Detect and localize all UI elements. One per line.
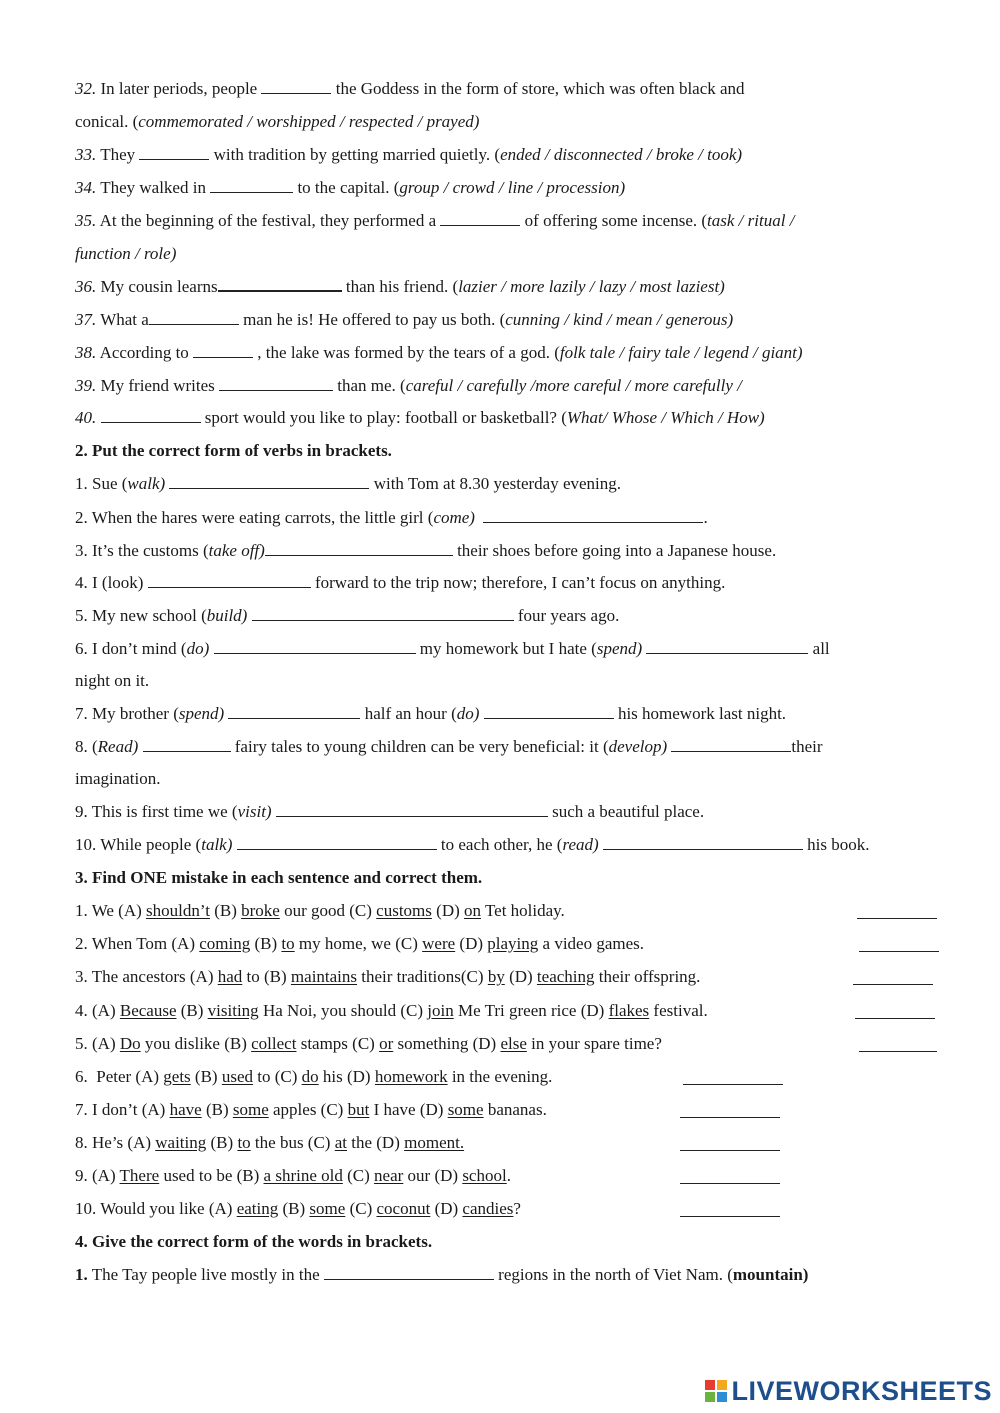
sentence-text: Ha Noi, you should (C) [258,1001,428,1020]
logo-text: LIVEWORKSHEETS [731,1375,992,1406]
verb-item-1: 1. Sue (walk) with Tom at 8.30 yesterday evening. [75,474,622,493]
sentence-text: Tet holiday. [481,901,565,920]
answer-blank[interactable] [324,1264,494,1280]
logo-block-4 [717,1392,727,1402]
answer-blank[interactable] [218,275,342,292]
verb-item-8: 8. (Read) fairy tales to young children can be very beneficial: it (develop) their [75,737,823,756]
underlined-option: coconut [376,1199,431,1218]
verb-item-3: 3. It’s the customs (take off) their shoes before going into a Japanese house. [75,541,777,560]
underlined-option: by [487,967,505,986]
answer-blank[interactable] [857,903,937,919]
question-35: 35. At the beginning of the festival, they performed a of offering some incense. (task / ritual / [75,211,795,230]
answer-blank[interactable] [252,605,514,621]
answer-blank[interactable] [101,407,201,423]
answer-blank[interactable] [214,638,416,654]
sentence-text: (D) [431,901,465,920]
sentence-text: stamps (C) [296,1034,380,1053]
verb-item-8-continued: imagination. [75,769,161,788]
underlined-option: have [169,1100,202,1119]
sentence-text: 2. When Tom (A) [75,934,200,953]
mistake-item-6 [75,1066,980,1088]
underlined-option: or [379,1034,394,1053]
sentence-text: (B) [190,1067,222,1086]
underlined-option: customs [376,901,432,920]
underlined-option: candies [462,1199,514,1218]
sentence-text: 9. (A) [75,1166,120,1185]
sentence-text: used to be (B) [159,1166,264,1185]
question-40: 40. sport would you like to play: football or basketball? (What/ Whose / Which / How) [75,408,765,427]
answer-blank[interactable] [855,1003,935,1019]
sentence-text: 7. I don’t (A) [75,1100,170,1119]
answer-blank[interactable] [169,473,369,489]
sentence-text: ? [513,1199,521,1218]
sentence-text: (B) [209,901,242,920]
underlined-option: on [464,901,482,920]
sentence-text: in your spare time? [526,1034,662,1053]
answer-blank[interactable] [671,736,791,752]
underlined-option: eating [236,1199,279,1218]
verb-item-10: 10. While people (talk) to each other, he (read) his book. [75,835,870,854]
underlined-option: Do [119,1034,141,1053]
sentence-text: 1. We (A) [75,901,147,920]
mistake-item-4 [75,1000,980,1022]
section-3-heading: 3. Find ONE mistake in each sentence and correct them. [75,868,483,887]
answer-blank[interactable] [853,969,933,985]
underlined-option: to [237,1133,251,1152]
question-32-continued: conical. (commemorated / worshipped / respected / prayed) [75,112,480,131]
underlined-option: playing [487,934,539,953]
underlined-option: Because [119,1001,177,1020]
sentence-text: to (C) [253,1067,302,1086]
answer-blank[interactable] [440,210,520,226]
sentence-text: (B) [201,1100,233,1119]
logo-block-3 [705,1392,715,1402]
answer-blank[interactable] [603,834,803,850]
sentence-text: in the evening. [447,1067,553,1086]
sentence-text: my home, we (C) [294,934,423,953]
underlined-option: coming [199,934,251,953]
answer-blank[interactable] [139,144,209,160]
sentence-text: his (D) [318,1067,375,1086]
sentence-text: I have (D) [369,1100,448,1119]
sentence-text: something (D) [393,1034,501,1053]
underlined-option: maintains [290,967,358,986]
answer-blank[interactable] [219,375,333,391]
sentence-text: apples (C) [268,1100,348,1119]
verb-item-5: 5. My new school (build) four years ago. [75,606,620,625]
sentence-text: . [506,1166,511,1185]
mistake-item-7 [75,1099,980,1121]
underlined-option: but [347,1100,370,1119]
underlined-option: used [221,1067,254,1086]
sentence-text: to (B) [242,967,291,986]
underlined-option: some [309,1199,346,1218]
underlined-option: school [462,1166,507,1185]
underlined-option: teaching [536,967,595,986]
verb-item-9: 9. This is first time we (visit) such a beautiful place. [75,802,705,821]
underlined-option: near [374,1166,404,1185]
underlined-option: flakes [608,1001,650,1020]
underlined-option: collect [251,1034,297,1053]
answer-blank[interactable] [276,801,548,817]
question-37: 37. What a man he is! He offered to pay us both. (cunning / kind / mean / generous) [75,310,734,329]
liveworksheets-logo-icon [705,1378,727,1404]
sentence-text: (B) [206,1133,238,1152]
sentence-text: you dislike (B) [140,1034,252,1053]
question-32: 32. In later periods, people the Goddess in the form of store, which was often black and [75,79,745,98]
mistake-item-9 [75,1165,980,1187]
verb-item-6: 6. I don’t mind (do) my homework but I hate (spend) all [75,639,830,658]
sentence-text: 3. The ancestors (A) [75,967,218,986]
sentence-text: (D) [430,1199,463,1218]
underlined-option: join [427,1001,454,1020]
answer-blank[interactable] [261,78,331,94]
logo-block-2 [717,1380,727,1390]
underlined-option: some [447,1100,484,1119]
verb-item-2: 2. When the hares were eating carrots, the little girl (come) . [75,508,708,527]
mistake-item-8 [75,1132,980,1154]
section-4-heading: 4. Give the correct form of the words in brackets. [75,1232,433,1251]
sentence-text: 8. He’s (A) [75,1133,156,1152]
sentence-text: bananas. [483,1100,547,1119]
underlined-option: gets [163,1067,191,1086]
underlined-option: at [334,1133,347,1152]
answer-blank[interactable] [210,177,293,193]
question-39: 39. My friend writes than me. (careful / carefully /more careful / more carefully / [75,376,742,395]
sentence-text: 10. Would you like (A) [75,1199,237,1218]
underlined-option: visiting [207,1001,259,1020]
answer-blank[interactable] [193,342,253,358]
question-33: 33. They with tradition by getting married quietly. (ended / disconnected / broke / took) [75,145,743,164]
sentence-text: 5. (A) [75,1034,120,1053]
logo-block-1 [705,1380,715,1390]
answer-blank[interactable] [148,572,311,588]
underlined-option: had [217,967,243,986]
mistake-item-3 [75,966,980,988]
question-36: 36. My cousin learns than his friend. (lazier / more lazily / lazy / most laziest) [75,277,725,296]
mistake-item-10 [75,1198,980,1220]
underlined-option: some [232,1100,269,1119]
underlined-option: do [301,1067,319,1086]
answer-blank[interactable] [680,1168,780,1184]
answer-blank[interactable] [680,1135,780,1151]
sentence-text: (D) [455,934,488,953]
sentence-text: their traditions(C) [357,967,488,986]
underlined-option: There [119,1166,160,1185]
sentence-text: (D) [504,967,537,986]
answer-blank[interactable] [265,540,453,556]
sentence-text: 6. Peter (A) [75,1067,164,1086]
sentence-text: the (D) [347,1133,405,1152]
verb-item-6-continued: night on it. [75,671,150,690]
verb-item-4: 4. I (look) forward to the trip now; therefore, I can’t focus on anything. [75,573,726,592]
sentence-text: (B) [250,934,282,953]
sentence-text: (B) [176,1001,208,1020]
answer-blank[interactable] [483,507,703,523]
question-34: 34. They walked in to the capital. (group / crowd / line / procession) [75,178,626,197]
sentence-text: (B) [278,1199,310,1218]
answer-blank[interactable] [680,1201,780,1217]
answer-blank[interactable] [859,1036,937,1052]
underlined-option: broke [241,901,280,920]
sentence-text: our good (C) [279,901,377,920]
underlined-option: else [500,1034,527,1053]
mistake-item-2 [75,933,980,955]
answer-blank[interactable] [859,936,939,952]
underlined-option: waiting [155,1133,207,1152]
answer-blank[interactable] [228,703,360,719]
underlined-option: shouldn’t [146,901,210,920]
sentence-text: (C) [345,1199,377,1218]
answer-blank[interactable] [143,736,231,752]
underlined-option: moment. [404,1133,465,1152]
sentence-text: our (D) [403,1166,463,1185]
mistake-item-1 [75,900,980,922]
sentence-text: 4. (A) [75,1001,120,1020]
underlined-option: a shrine old [263,1166,343,1185]
underlined-option: to [281,934,295,953]
sentence-text: Me Tri green rice (D) [453,1001,609,1020]
answer-blank[interactable] [680,1102,780,1118]
answer-blank[interactable] [646,638,808,654]
liveworksheets-logo [705,1375,992,1407]
answer-blank[interactable] [484,703,614,719]
sentence-text: their offspring. [594,967,701,986]
section-2-heading: 2. Put the correct form of verbs in brackets. [75,441,392,460]
answer-blank[interactable] [237,834,437,850]
word-form-item-1: 1. The Tay people live mostly in the regions in the north of Viet Nam. (mountain) [75,1265,809,1284]
sentence-text: (C) [342,1166,375,1185]
answer-blank[interactable] [149,309,239,325]
verb-item-7: 7. My brother (spend) half an hour (do) his homework last night. [75,704,787,723]
sentence-text: festival. [649,1001,708,1020]
sentence-text: the bus (C) [250,1133,335,1152]
underlined-option: were [422,934,456,953]
question-35-continued: function / role) [75,244,177,263]
sentence-text: a video games. [538,934,645,953]
answer-blank[interactable] [683,1069,783,1085]
underlined-option: homework [374,1067,448,1086]
question-38: 38. According to , the lake was formed by the tears of a god. (folk tale / fairy tale / legend / giant) [75,343,803,362]
mistake-item-5 [75,1033,980,1055]
